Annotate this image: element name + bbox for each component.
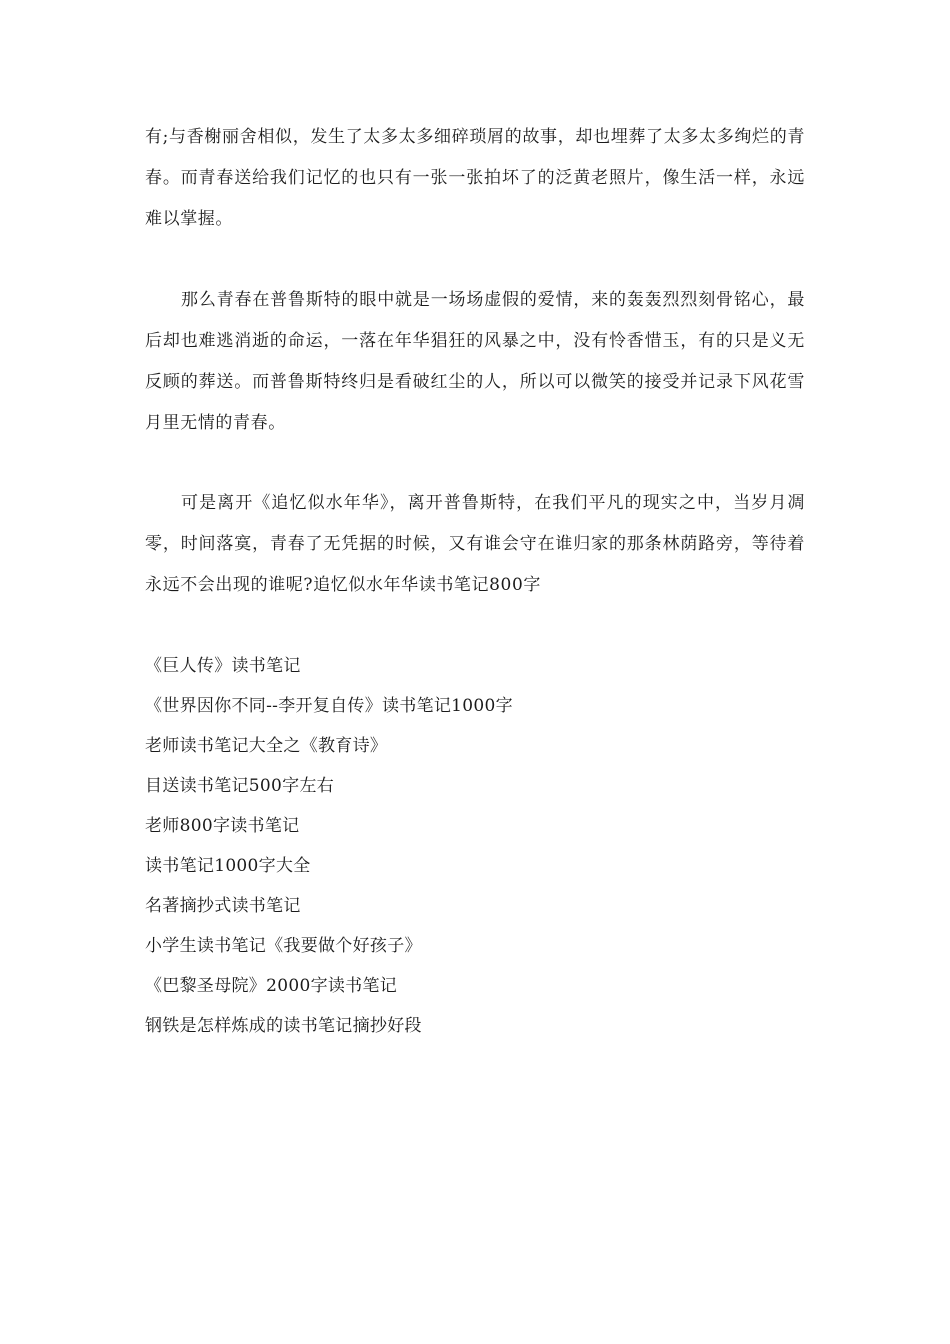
related-articles-list <box>145 646 805 1046</box>
body-paragraph-3: 可是离开《追忆似水年华》，离开普鲁斯特，在我们平凡的现实之中，当岁月凋零，时间落寞，青春了无凭据的时候，又有谁会守在谁归家的那条林荫路旁，等待着永远不会出现的谁呢?追忆似水年华读书笔记800字 <box>145 493 805 595</box>
related-article-link[interactable]: 《巨人传》读书笔记 <box>145 656 301 676</box>
body-paragraph-1: 有;与香榭丽舍相似，发生了太多太多细碎琐屑的故事，却也埋葬了太多太多绚烂的青春。而青春送给我们记忆的也只有一张一张拍坏了的泛黄老照片，像生活一样，永远难以掌握。 <box>145 127 805 229</box>
related-article-link[interactable]: 《巴黎圣母院》2000字读书笔记 <box>145 976 398 996</box>
related-article-link[interactable]: 读书笔记1000字大全 <box>145 856 311 876</box>
body-paragraph-2: 那么青春在普鲁斯特的眼中就是一场场虚假的爱情，来的轰轰烈烈刻骨铭心，最后却也难逃消逝的命运，一落在年华猖狂的风暴之中，没有怜香惜玉，有的只是义无反顾的葬送。而普鲁斯特终归是看破红尘的人，所以可以微笑的接受并记录下风花雪月里无情的青春。 <box>145 290 805 433</box>
related-article-link[interactable]: 老师读书笔记大全之《教育诗》 <box>145 736 388 756</box>
related-article-link[interactable]: 小学生读书笔记《我要做个好孩子》 <box>145 936 422 956</box>
related-article-link[interactable]: 目送读书笔记500字左右 <box>145 776 335 796</box>
related-article-link[interactable]: 《世界因你不同--李开复自传》读书笔记1000字 <box>145 696 513 716</box>
related-article-link[interactable]: 名著摘抄式读书笔记 <box>145 896 301 916</box>
related-article-link[interactable]: 钢铁是怎样炼成的读书笔记摘抄好段 <box>145 1016 422 1036</box>
related-article-link[interactable]: 老师800字读书笔记 <box>145 816 300 836</box>
